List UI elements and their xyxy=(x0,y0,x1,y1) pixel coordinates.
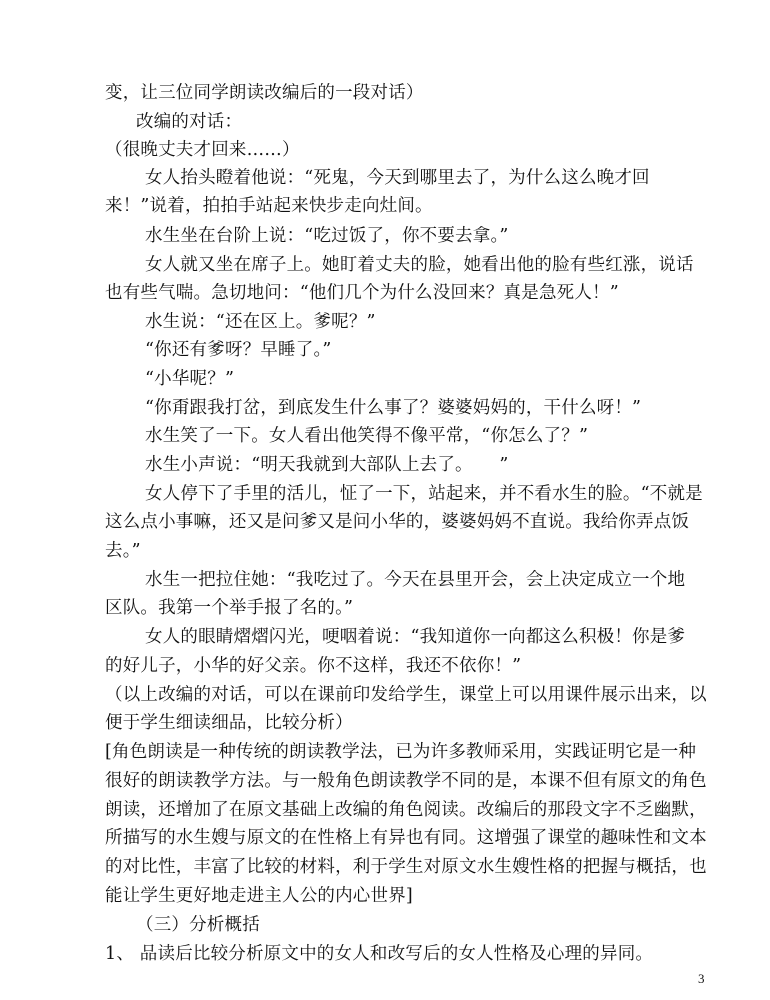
text-line-16: 这么点小事嘛，还又是问爹又是问小华的，婆婆妈妈不直说。我给你弄点饭 xyxy=(105,512,690,532)
text-line-10: “你还有爹呀？早睡了。” xyxy=(145,340,332,360)
text-line-20: 女人的眼睛熠熠闪光，哽咽着说：“我知道你一向都这么积极！你是爹 xyxy=(145,627,686,647)
text-line-19: 区队。我第一个举手报了名的。” xyxy=(105,598,354,618)
text-line-4: 女人抬头瞪着他说：“死鬼，今天到哪里去了，为什么这么晚才回 xyxy=(145,168,650,188)
text-line-14: 水生小声说：“明天我就到大部队上去了。 ” xyxy=(145,455,509,475)
text-line-15: 女人停下了手里的活儿，怔了一下，站起来，并不看水生的脸。“不就是 xyxy=(145,484,703,504)
text-line-21: 的好儿子，小华的好父亲。你不这样，我还不依你！” xyxy=(105,656,522,676)
text-line-5: 来！”说着，拍拍手站起来快步走向灶间。 xyxy=(105,196,433,216)
text-line-13: 水生笑了一下。女人看出他笑得不像平常，“你怎么了？” xyxy=(145,426,589,446)
text-line-1: 变，让三位同学朗读改编后的一段对话） xyxy=(105,83,424,103)
text-line-25: 很好的朗读教学方法。与一般角色朗读教学不同的是，本课不但有原文的角色 xyxy=(105,771,707,791)
text-line-12: “你甭跟我打岔，到底发生什么事了？婆婆妈妈的，干什么呀！” xyxy=(145,398,642,418)
page-number: 3 xyxy=(698,971,705,986)
text-line-6: 水生坐在台阶上说：“吃过饭了，你不要去拿。” xyxy=(145,226,509,246)
text-line-18: 水生一把拉住她：“我吃过了。今天在县里开会，会上决定成立一个地 xyxy=(145,570,686,590)
text-line-30: （三）分析概括 xyxy=(136,915,260,935)
text-line-29: 能让学生更好地走进主人公的内心世界] xyxy=(105,886,413,906)
text-line-8: 也有些气喘。急切地问：“他们几个为什么没回来？真是急死人！” xyxy=(105,283,619,303)
text-line-2: 改编的对话： xyxy=(136,112,243,132)
text-line-23: 便于学生细读细品，比较分析） xyxy=(105,713,353,733)
text-line-11: “小华呢？” xyxy=(145,369,235,389)
text-line-26: 朗读，还增加了在原文基础上改编的角色阅读。改编后的那段文字不乏幽默， xyxy=(105,800,707,820)
text-line-17: 去。” xyxy=(105,541,141,561)
text-line-3: （很晚丈夫才回来……） xyxy=(105,140,300,160)
text-line-7: 女人就又坐在席子上。她盯着丈夫的脸，她看出他的脸有些红涨，说话 xyxy=(145,255,694,275)
text-line-27: 所描写的水生嫂与原文的在性格上有异也有同。这增强了课堂的趣味性和文本 xyxy=(105,828,707,848)
text-line-28: 的对比性，丰富了比较的材料，利于学生对原文水生嫂性格的把握与概括，也 xyxy=(105,857,707,877)
text-line-31: 1、 品读后比较分析原文中的女人和改写后的女人性格及心理的异同。 xyxy=(105,944,654,964)
text-line-24: [角色朗读是一种传统的朗读教学法，已为许多教师采用，实践证明它是一种 xyxy=(105,742,697,762)
text-line-9: 水生说：“还在区上。爹呢？” xyxy=(145,312,376,332)
text-line-22: （以上改编的对话，可以在课前印发给学生，课堂上可以用课件展示出来，以 xyxy=(105,685,707,705)
